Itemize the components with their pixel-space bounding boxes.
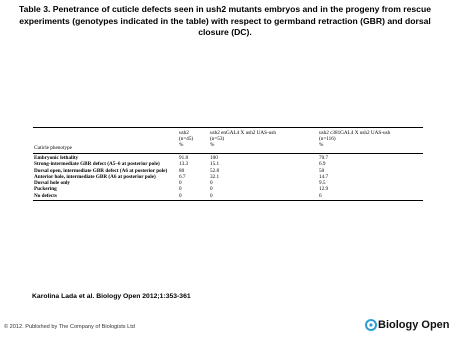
header-col2-unit: % xyxy=(210,142,215,148)
header-col1-unit: % xyxy=(179,142,184,148)
header-col2-genotype: ush2 enGAL4 X ush2 UAS-ush xyxy=(210,130,276,136)
citation-caption: Karolina Lada et al. Biology Open 2012;1:353-361 xyxy=(32,293,191,300)
row-value-col3: 70.7 xyxy=(319,155,329,161)
row-value-col1: 0 xyxy=(179,180,182,187)
header-col2 xyxy=(210,130,276,148)
logo-mark-icon xyxy=(365,319,377,331)
row-value-col2: 0 xyxy=(210,192,213,199)
row-label: Dorsal open, intermediate GBR defect (A6 at posterior pole) xyxy=(34,167,168,174)
row-value-col2: 0 xyxy=(210,186,213,193)
row-value-col3: 14.7 xyxy=(319,173,329,180)
header-col2-n: (n=53) xyxy=(210,136,225,142)
row-value-col1: 0 xyxy=(179,192,182,199)
header-phenotype: Cuticle phenotype xyxy=(34,145,72,151)
header-col1-genotype: ush2 xyxy=(179,130,189,136)
row-label: No defects xyxy=(34,192,57,199)
row-value-col1: 6.7 xyxy=(179,173,186,180)
table-header-rule xyxy=(33,153,423,154)
row-value-col3: 6 xyxy=(319,192,322,199)
row-value-col3: 50 xyxy=(319,167,325,174)
row-value-col1: 80 xyxy=(179,167,185,174)
header-col3-n: (n=116) xyxy=(319,136,336,142)
table-top-rule xyxy=(33,127,423,128)
row-value-col2: 15.1 xyxy=(210,161,220,168)
biology-open-logo xyxy=(365,318,450,335)
row-label: Puckering xyxy=(34,186,57,193)
header-col3-unit: % xyxy=(319,142,324,148)
row-value-col2: 0 xyxy=(210,180,213,187)
row-value-col2: 32.1 xyxy=(210,173,220,180)
row-value-col3: 9.5 xyxy=(319,180,326,187)
header-col3-genotype: ush2 c381GAL4 X ush2 UAS-ush xyxy=(319,130,391,136)
row-value-col2: 100 xyxy=(210,155,218,161)
row-value-col1: 0 xyxy=(179,186,182,193)
header-col1 xyxy=(179,130,193,148)
row-value-col2: 52.8 xyxy=(210,167,220,174)
row-value-col3: 12.9 xyxy=(319,186,329,193)
row-label: Strong-intermediate GBR defect (A5–6 at posterior pole) xyxy=(34,161,160,168)
logo-text: Biology Open xyxy=(378,319,450,331)
table-title: Table 3. Penetrance of cuticle defects seen in ush2 mutants embryos and in the progeny from rescue experiments (genotypes indicated in the table) with respect to germband retraction (GBR) and dorsal closure (DC). xyxy=(19,4,431,37)
table-bottom-rule xyxy=(33,200,423,201)
row-value-col1: 91.8 xyxy=(179,155,189,161)
row-label: Dorsal hole only xyxy=(34,180,71,187)
copyright-footer: © 2012. Published by The Company of Biologists Ltd xyxy=(4,324,135,330)
row-label: Anterior hole, intermediate GBR (A6 at posterior pole) xyxy=(34,173,156,180)
row-value-col3: 6.9 xyxy=(319,161,326,168)
table-body xyxy=(33,155,423,199)
header-col3 xyxy=(319,130,390,148)
header-col1-n: (n=45) xyxy=(179,136,194,142)
table-row xyxy=(33,193,423,199)
row-value-col1: 13.3 xyxy=(179,161,189,168)
row-label: Embryonic lethality xyxy=(34,155,79,161)
